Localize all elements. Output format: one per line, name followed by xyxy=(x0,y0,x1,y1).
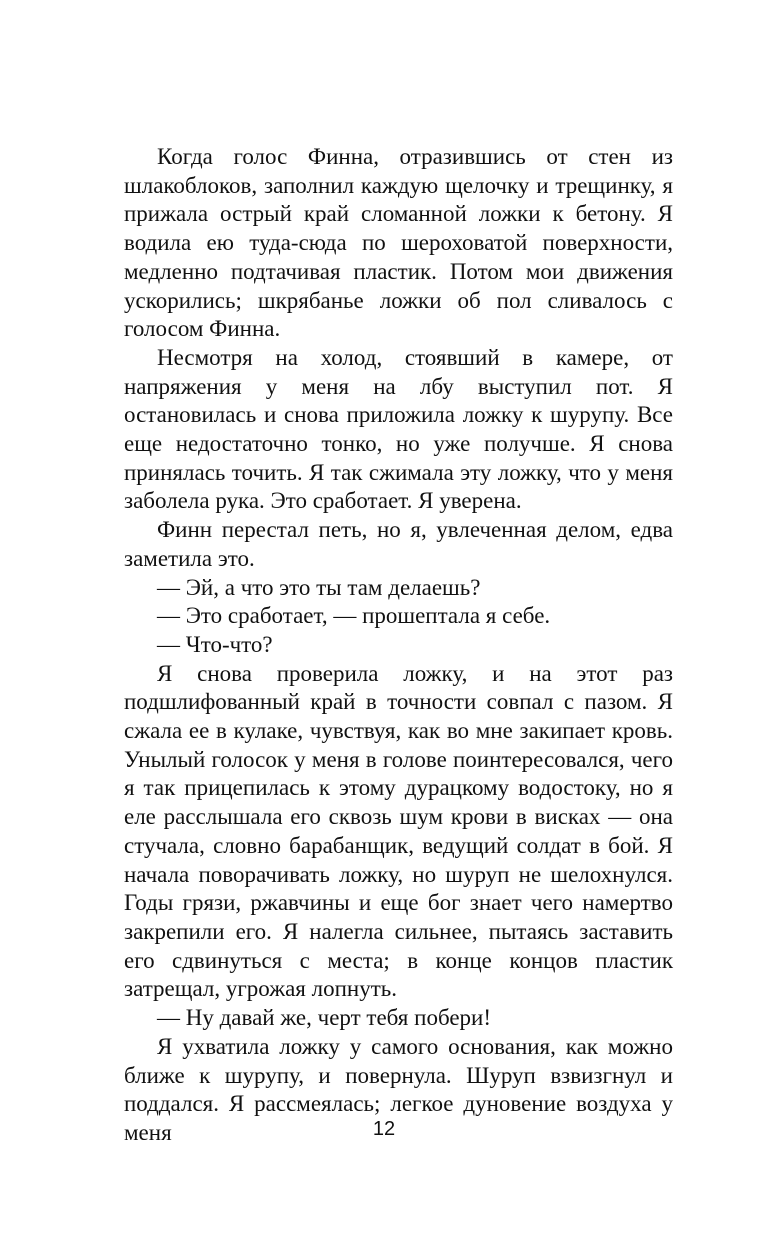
paragraph-4: Я снова проверила ложку, и на этот раз подшлифованный край в точности совпал с пазом. Я сжала ее в кулаке, чувствуя, как во мне закипает кровь. Унылый голосок у меня в голове поинтересовался, чего я так прицепилась к этому дурацкому водостоку, но я еле расслышала его сквозь шум крови в висках — она стучала, словно барабанщик, ведущий солдат в бой. Я начала поворачивать ложку, но шуруп не шелохнулся. Годы грязи, ржавчины и еще бог знает чего намертво закрепили его. Я налегла сильнее, пытаясь заставить его сдвинуться с места; в конце концов пластик затрещал, угрожая лопнуть. xyxy=(124,660,673,1002)
paragraph-1: Когда голос Финна, отразившись от стен из шлакоблоков, заполнил каждую щелочку и трещинку, я прижала острый край сломанной ложки к бетону. Я водила ею туда-сюда по шероховатой поверхности, медленно подтачивая пластик. Потом мои движения ускорились; шкрябанье ложки об пол сливалось с голосом Финна. xyxy=(124,144,673,342)
dialogue-line-3: — Что-что? xyxy=(157,631,273,657)
paragraph-2: Несмотря на холод, стоявший в камере, от напряжения у меня на лбу выступил пот. Я остановилась и снова приложила ложку к шурупу. Все еще недостаточно тонко, но уже получше. Я снова принялась точить. Я так сжимала эту ложку, что у меня заболела рука. Это сработает. Я уверена. xyxy=(124,344,673,514)
page-number: 12 xyxy=(372,1118,396,1140)
dialogue-line-4: — Ну давай же, черт тебя побери! xyxy=(157,1005,492,1031)
paragraph-3: Финн перестал петь, но я, увлеченная делом, едва заметила это. xyxy=(124,517,673,571)
body-text xyxy=(124,143,673,1148)
paragraph-5: Я ухватила ложку у самого основания, как можно ближе к шурупу, и повернула. Шуруп взвизгнул и поддался. Я рассмеялась; легкое дуновение воздуха у меня xyxy=(124,1033,673,1145)
dialogue-line-2: — Это сработает, — прошептала я себе. xyxy=(157,603,551,629)
dialogue-line-1: — Эй, а что это ты там делаешь? xyxy=(157,574,481,600)
